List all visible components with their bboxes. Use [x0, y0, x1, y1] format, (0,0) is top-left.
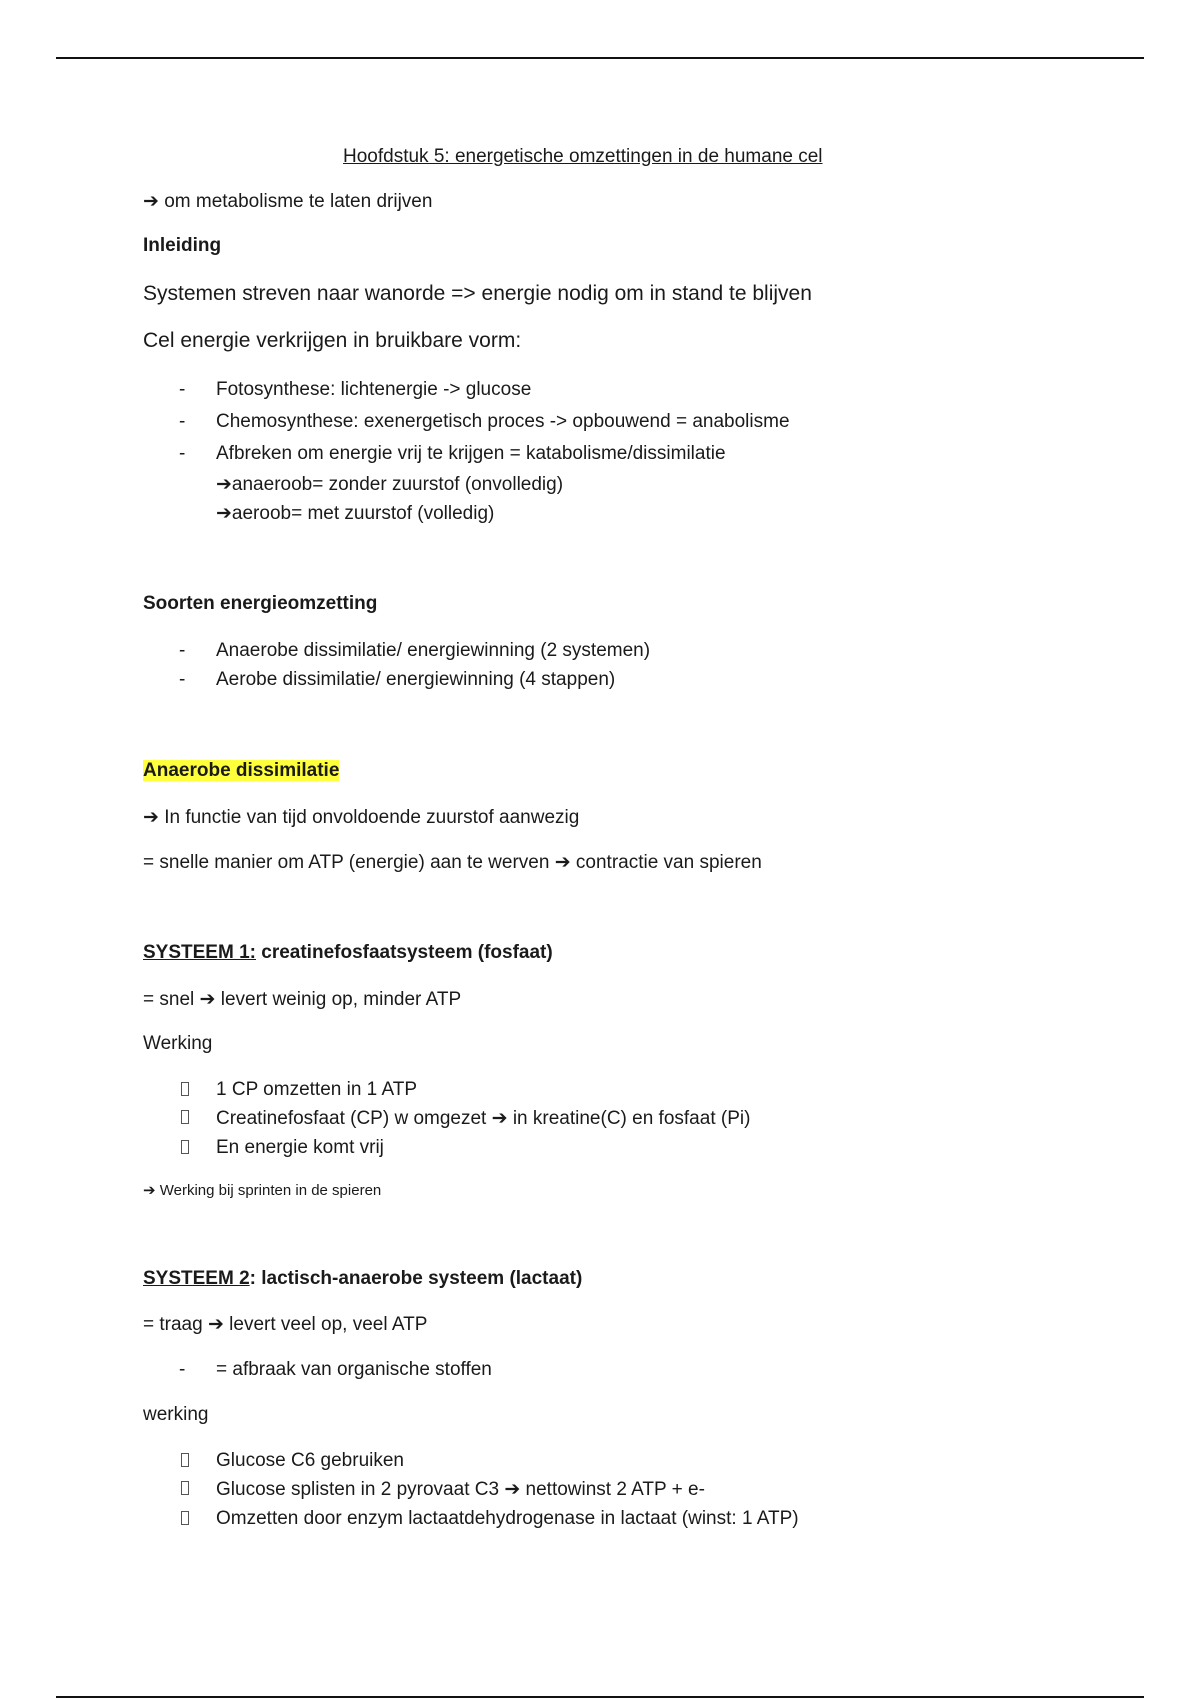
bottom-rule [56, 1696, 1144, 1698]
heading-systeem-1: SYSTEEM 1: creatinefosfaatsysteem (fosfaat) [143, 942, 553, 963]
heading-soorten: Soorten energieomzetting [143, 593, 378, 614]
arrow-icon: ➔ [216, 474, 232, 495]
intro-line: ➔ om metabolisme te laten drijven [143, 191, 433, 212]
arrow-icon: ➔ [554, 852, 571, 873]
heading-inleiding: Inleiding [143, 235, 222, 256]
box-bullet-icon [181, 1481, 189, 1495]
inleiding-line-2: Cel energie verkrijgen in bruikbare vorm: [143, 329, 522, 352]
box-bullet-icon [181, 1140, 189, 1154]
systeem1-item-3: En energie komt vrij [216, 1137, 384, 1158]
systeem1-line-1: = snel ➔ levert weinig op, minder ATP [143, 989, 462, 1010]
inleiding-sub-1: ➔anaeroob= zonder zuurstof (onvolledig) [216, 474, 564, 495]
dash-bullet-icon: - [179, 640, 186, 661]
box-bullet-icon [181, 1453, 189, 1467]
systeem2-werking: werking [143, 1404, 209, 1425]
dash-bullet-icon: - [179, 411, 186, 432]
page-title: Hoofdstuk 5: energetische omzettingen in de humane cel [343, 146, 823, 167]
arrow-icon: ➔ [143, 191, 159, 212]
arrow-icon: ➔ [216, 503, 232, 524]
dash-bullet-icon: - [179, 379, 186, 400]
box-bullet-icon [181, 1082, 189, 1096]
dash-bullet-icon: - [179, 669, 186, 690]
arrow-icon: ➔ [199, 989, 216, 1010]
systeem1-note: ➔ Werking bij sprinten in de spieren [143, 1182, 382, 1199]
systeem2-item-3: Omzetten door enzym lactaatdehydrogenase in lactaat (winst: 1 ATP) [216, 1508, 799, 1529]
inleiding-bullet-1: Fotosynthese: lichtenergie -> glucose [216, 379, 532, 400]
anaerobe-line-1: ➔ In functie van tijd onvoldoende zuurstof aanwezig [143, 807, 580, 828]
soorten-bullet-2: Aerobe dissimilatie/ energiewinning (4 stappen) [216, 669, 616, 690]
systeem1-item-2: Creatinefosfaat (CP) w omgezet ➔ in kreatine(C) en fosfaat (Pi) [216, 1108, 751, 1129]
arrow-icon: ➔ [504, 1479, 521, 1500]
arrow-icon: ➔ [207, 1314, 224, 1335]
dash-bullet-icon: - [179, 443, 186, 464]
inleiding-bullet-2: Chemosynthese: exenergetisch proces -> opbouwend = anabolisme [216, 411, 790, 432]
heading-systeem-2: SYSTEEM 2: lactisch-anaerobe systeem (lactaat) [143, 1268, 583, 1289]
arrow-icon: ➔ [491, 1108, 508, 1129]
anaerobe-line-2: = snelle manier om ATP (energie) aan te werven ➔ contractie van spieren [143, 852, 762, 873]
inleiding-bullet-3: Afbreken om energie vrij te krijgen = katabolisme/dissimilatie [216, 443, 726, 464]
systeem2-line-1: = traag ➔ levert veel op, veel ATP [143, 1314, 428, 1335]
heading-anaerobe: Anaerobe dissimilatie [143, 760, 340, 781]
inleiding-sub-2: ➔aeroob= met zuurstof (volledig) [216, 503, 495, 524]
dash-bullet-icon: - [179, 1359, 186, 1380]
systeem1-werking: Werking [143, 1033, 213, 1054]
systeem2-dash-item: = afbraak van organische stoffen [216, 1359, 492, 1380]
arrow-icon: ➔ [143, 807, 159, 828]
systeem1-item-1: 1 CP omzetten in 1 ATP [216, 1079, 418, 1100]
top-rule [56, 57, 1144, 59]
box-bullet-icon [181, 1511, 189, 1525]
arrow-icon: ➔ [143, 1182, 156, 1199]
box-bullet-icon [181, 1110, 189, 1124]
inleiding-line-1: Systemen streven naar wanorde => energie nodig om in stand te blijven [143, 282, 812, 305]
soorten-bullet-1: Anaerobe dissimilatie/ energiewinning (2 systemen) [216, 640, 651, 661]
systeem2-item-2: Glucose splisten in 2 pyrovaat C3 ➔ nettowinst 2 ATP + e- [216, 1479, 705, 1500]
systeem2-item-1: Glucose C6 gebruiken [216, 1450, 404, 1471]
